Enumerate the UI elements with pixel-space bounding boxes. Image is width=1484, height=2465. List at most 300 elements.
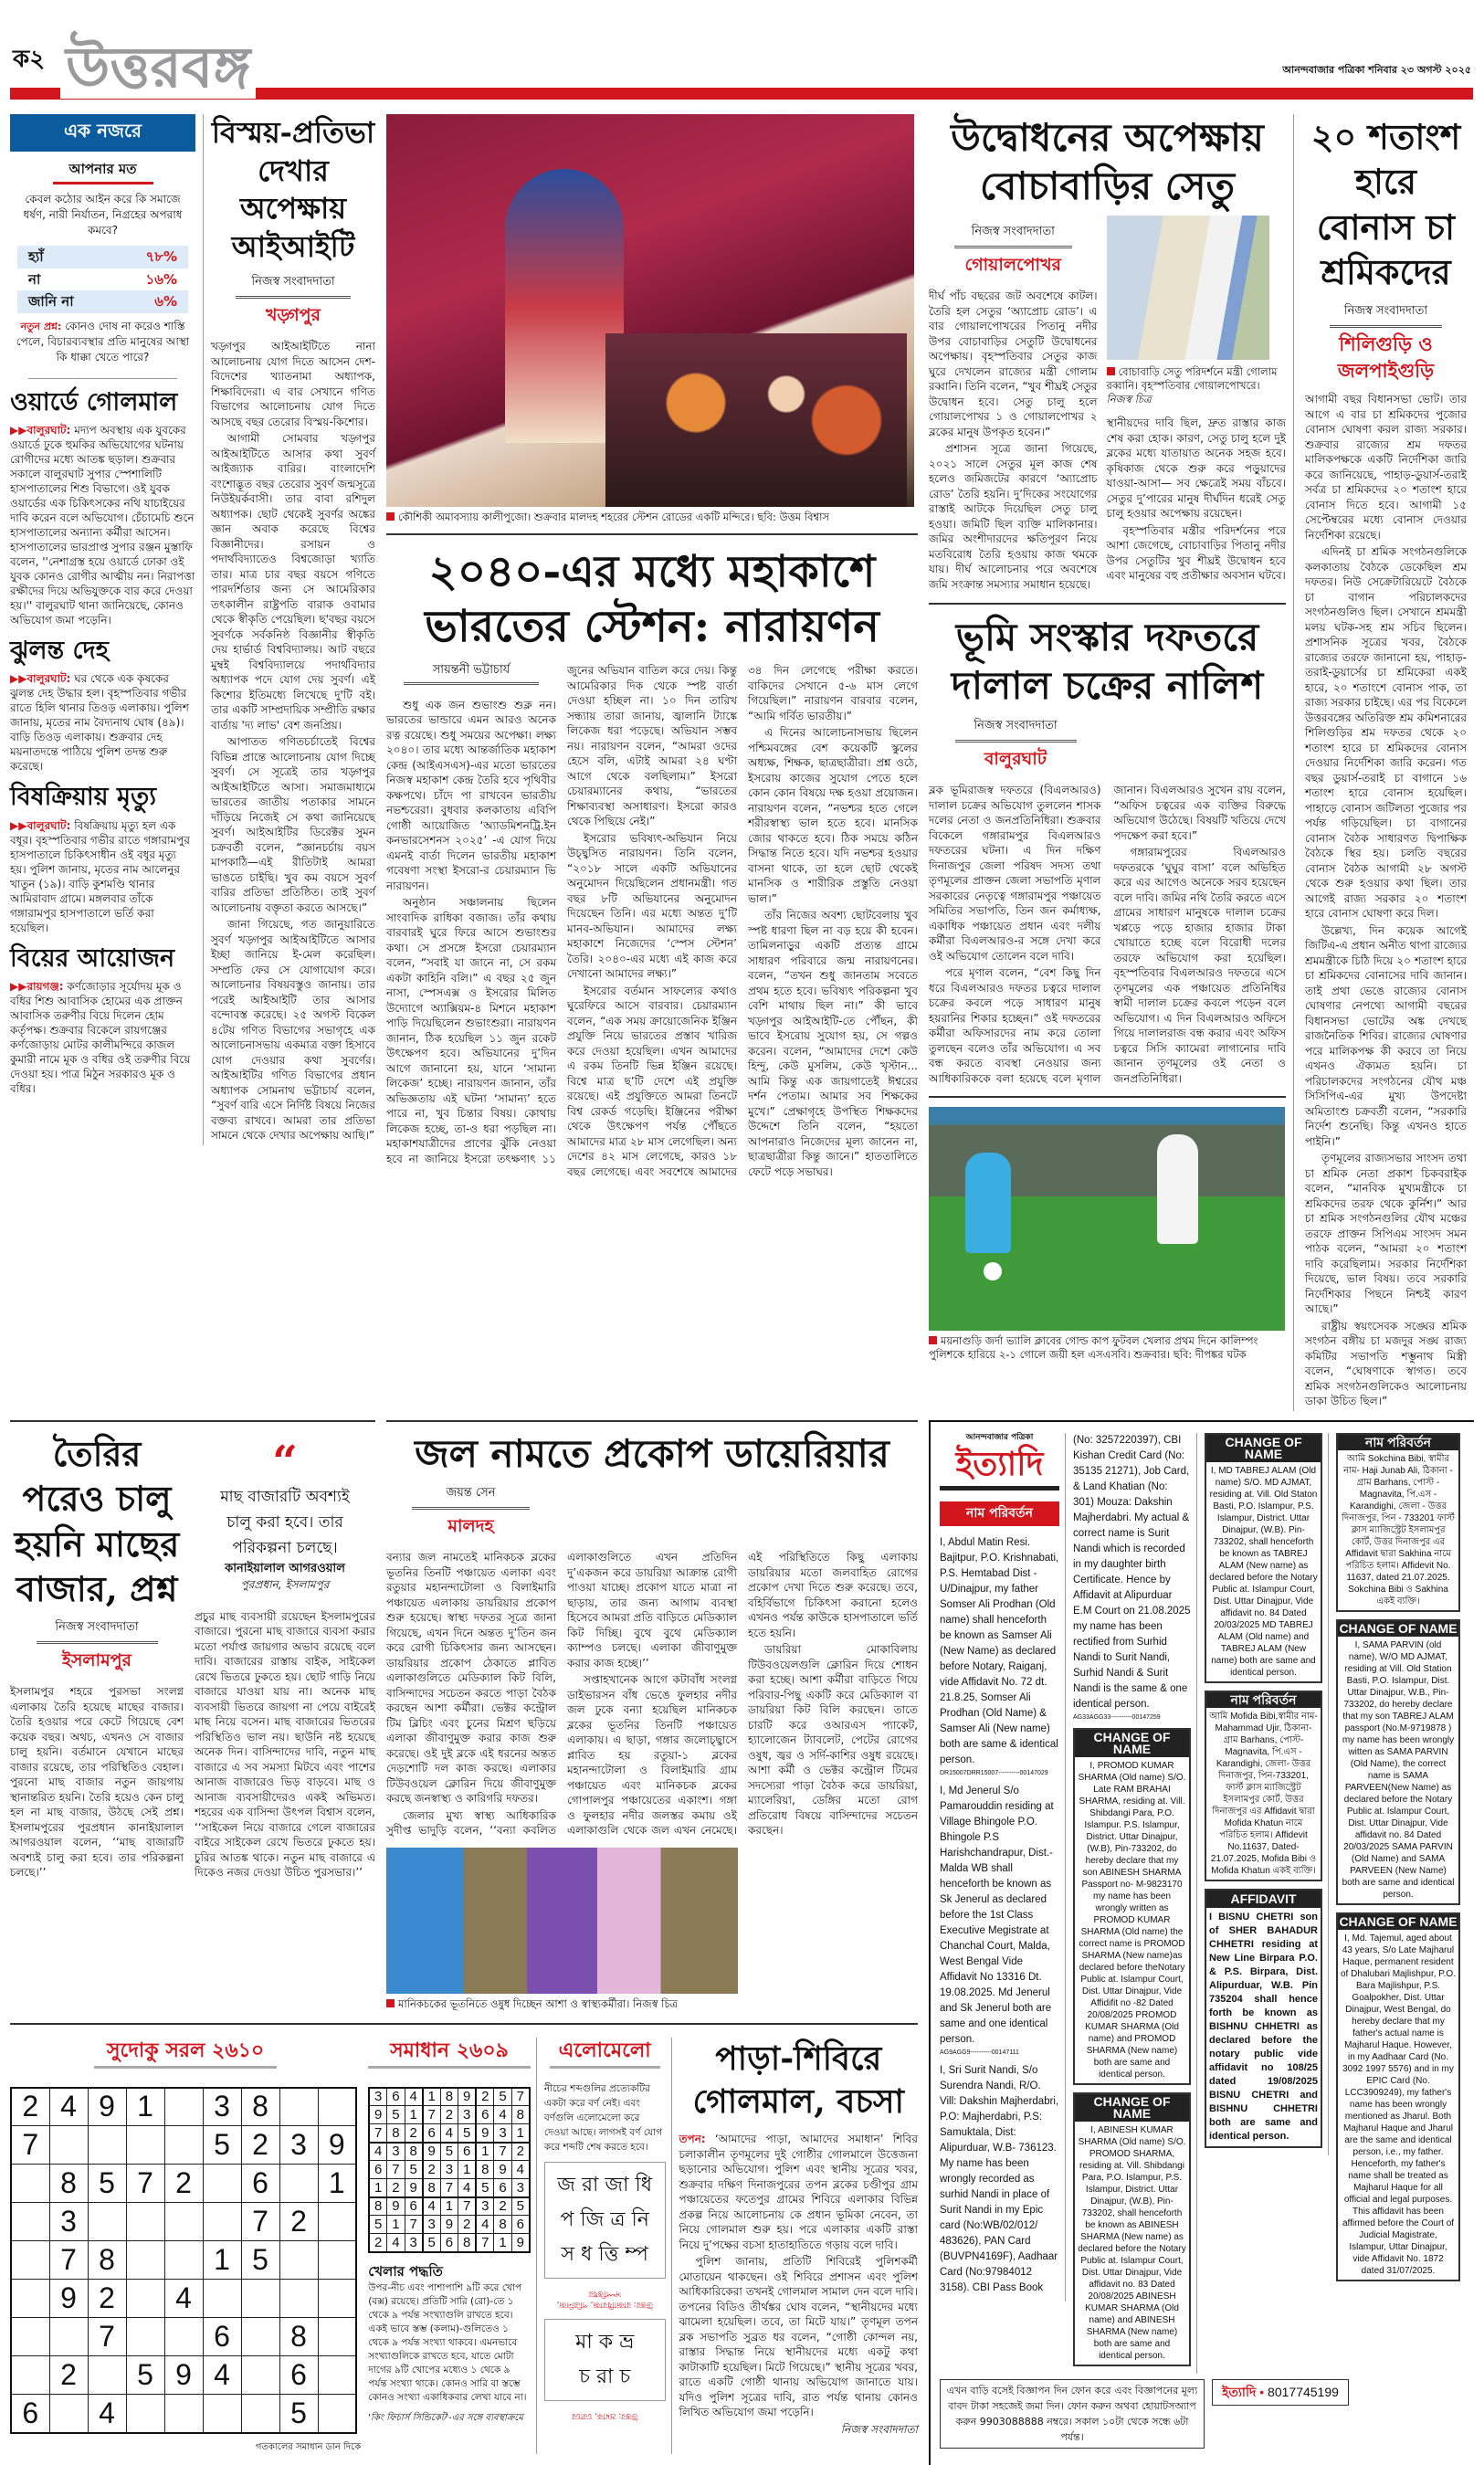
page-header xyxy=(0,0,1484,114)
ityadi-logo: ইত্যাদি xyxy=(940,1444,1059,1491)
headline: জল নামতে প্রকোপ ডায়েরিয়ার xyxy=(415,1430,889,1476)
brief-headline: বিষক্রিয়ায় মৃত্যু xyxy=(10,783,157,812)
classified-box xyxy=(1336,1619,1460,1905)
byline: জয়ন্ত সেন xyxy=(412,1484,531,1510)
sudoku-cell[interactable]: 8 xyxy=(49,2165,88,2203)
sudoku-cell: 5 xyxy=(494,2088,511,2106)
sudoku-cell[interactable]: 8 xyxy=(88,2241,126,2280)
jumble-title: এলোমেলো xyxy=(550,2038,660,2069)
classified-box xyxy=(1073,1728,1191,2085)
sudoku-cell: 3 xyxy=(476,2197,494,2216)
sudoku-cell[interactable] xyxy=(11,2280,49,2318)
option-label: হ্যাঁ xyxy=(28,248,44,265)
sudoku-cell[interactable] xyxy=(11,2241,49,2280)
dateline xyxy=(1282,64,1471,77)
poll-option xyxy=(17,246,188,269)
sudoku-cell[interactable] xyxy=(126,2318,164,2356)
sudoku-cell: 7 xyxy=(511,2088,530,2106)
solution-grid xyxy=(368,2087,531,2253)
sudoku-cell: 4 xyxy=(494,2106,511,2124)
headline: পাড়া-শিবিরে গোলমাল, বচসা xyxy=(692,2038,905,2121)
sudoku-cell[interactable] xyxy=(241,2280,279,2318)
sudoku-cell[interactable] xyxy=(279,2280,318,2318)
minister-photo xyxy=(1107,216,1269,360)
sudoku-cell[interactable]: 7 xyxy=(88,2318,126,2356)
box-title: CHANGE OF NAME xyxy=(1339,1620,1458,1636)
article-body xyxy=(679,2132,918,2420)
byline: সায়ন্তনী ভট্টাচার্য xyxy=(404,663,540,685)
sudoku-cell: 2 xyxy=(494,2197,511,2216)
arrow-icon: ▶▶ xyxy=(10,423,27,437)
sudoku-cell[interactable] xyxy=(241,2395,279,2433)
paragraph: পরে মৃণাল বলেন, “বেশ কিছু দিন ধরে বিএলআরও দফতর চত্বরে দালাল চক্রের কবলে পড়ে সাধারণ মানুষ হয়রানির শিকার হচ্ছেন।” ওই দফতরের কর্মীরা অফিসারদের নাম করে তোলা তুলছেন বলেও তাঁর অভিযোগ। এ সব বন্ধ করতে ব্যবস্থা নেওয়ার জন্য আধিকারিককে বলা হয়েছে বলে মৃণাল জানান। বিএলআরও সুখেন রায় বলেন, “অফিস চত্বরের এক ব্যক্তির বিরুদ্ধে অভিযোগ উঠেছে। বিষয়টি খতিয়ে দেখে পদক্ষেপ করা হবে।” xyxy=(929,784,1286,1085)
sudoku-cell: 6 xyxy=(423,2124,441,2143)
sudoku-cell[interactable] xyxy=(241,2356,279,2395)
brief-place: বালুরঘাট: xyxy=(26,672,71,686)
box-title: নাম পরিবর্তন xyxy=(1206,1692,1321,1708)
option-value: ৬% xyxy=(154,293,177,310)
sudoku-cell[interactable] xyxy=(126,2280,164,2318)
health-camp-photo xyxy=(386,1848,738,1994)
solution-title: সমাধান ২৬০৯ xyxy=(368,2038,531,2069)
sudoku-cell[interactable] xyxy=(318,2395,356,2433)
sudoku-cell: 1 xyxy=(494,2234,511,2252)
classified-box xyxy=(1205,1889,1322,2148)
sudoku-cell[interactable] xyxy=(11,2165,49,2203)
sudoku-cell: 9 xyxy=(458,2088,477,2106)
jumble-puzzle-1 xyxy=(544,2162,666,2279)
classified-ad xyxy=(940,1535,1059,1778)
paragraph: উল্লেখ্য, দিন কয়েক আগেই জিটিএ-এ প্রধান অনীত থাপা রাজ্যের শ্রমমন্ত্রীকে চিঠি দিয়ে ২০ শতাংশ হারে চা শ্রমিকদের বোনাসের দাবি জানান। তাই প্রথা ভেঙে রাজ্যের বোনাস ঘোষণার নেপথ্যে আগামী বছরের বিধানসভা ভোটের অঙ্ক দেখছে রাজনৈতিক শিবির। রাজ্যের ঘোষণার পরে মালিকপক্ষ কী করবে তা নিয়ে এখনও ঐক্যমত হয়নি। চা পরিচালকদের সংগঠনের যৌথ মঞ্চ সিসিপিএ-এর মুখ্য উপদেষ্টা অমিতাংশু চক্রবর্তী বলেন, “সরকারি নির্দেশ শুনেছি। কিন্তু এখনও হাতে পাইনি।” xyxy=(1305,923,1467,1148)
sudoku-cell: 8 xyxy=(458,2234,477,2252)
jumble-puzzle-2 xyxy=(544,2319,666,2401)
poll-tag: এক নজরে xyxy=(10,114,195,152)
sudoku-cell: 3 xyxy=(369,2088,387,2106)
sudoku-cell[interactable] xyxy=(164,2203,203,2241)
quote-role: পুরপ্রধান, ইসলামপুর xyxy=(240,1578,330,1592)
sudoku-cell: 7 xyxy=(494,2143,511,2161)
paragraph: বন্যার জল নামতেই মানিকচক ব্লকের ভূতনির তিনটি পঞ্চায়েত এলাকা এবং রতুয়ার মহানন্দাটোলা ও বিলাইমারি পঞ্চায়েত এলাকায় ডায়রিয়ার প্রকোপ শুরু হয়েছে। স্বাস্থ্য দফতর সূত্রে জানা গিয়েছে, এখন দিনে অন্তত দু’তিন জন করে রোগী চিকিৎসার জন্য আসছেন। ডায়রিয়ার প্রকোপ ঠেকাতে প্লাবিত এলাকাগুলিতে মেডিক্যাল কিট বিলি, বাসিন্দাদের সচেতন করতে পাড়া বৈঠক করছেন আশা কর্মীরা। ভেক্টর কন্ট্রোল টিম ব্লিচিং এবং চুনের মিশ্রণ ছড়িয়ে এলাকা জীবাণুমুক্ত করার কাজ শুরু করেছে। ওই দুই ব্লকে এই ধরনের অন্তত দেড়শোটি দল কাজ করছে। এলাকার টিউবওয়েল ক্লোরিন দিয়ে জীবাণুমুক্ত করছে জনস্বাস্থ্য ও কারিগরি দফতর। xyxy=(386,1551,556,1806)
sudoku-cell: 7 xyxy=(369,2124,387,2143)
sudoku-cell[interactable] xyxy=(126,2126,164,2165)
sudoku-cell: 6 xyxy=(369,2161,387,2179)
sudoku-cell[interactable]: 2 xyxy=(11,2088,49,2126)
masthead: উত্তরবঙ্গ xyxy=(60,37,256,99)
sudoku-cell: 8 xyxy=(387,2124,405,2143)
paragraph: স্থানীয়দের দাবি ছিল, দ্রুত রাস্তার কাজ শেষ করা হোক। কারণ, সেতু চালু হলে দুই ব্লকের মধ্যে যাতায়াত অনেক সহজ হবে। কৃষিকাজ থেকে শুরু করে পড়ুয়াদের যাওয়া-আসা— সব ক্ষেত্রেই সময় বাঁচবে। সেতুর দু’পারের মানুষ দীর্ঘদিন ধরেই সেতু চালু হওয়ার অপেক্ষায় রয়েছেন। xyxy=(1106,416,1286,520)
sudoku-cell[interactable]: 4 xyxy=(49,2088,88,2126)
sudoku-cell: 4 xyxy=(511,2161,530,2179)
byline: নিজস্ব সংবাদদাতা xyxy=(37,1618,158,1644)
option-value: ৭৮% xyxy=(145,248,177,265)
paper-name: আনন্দবাজার পত্রিকা xyxy=(1282,64,1365,76)
headline: ভূমি সংস্কার দফতরে দালাল চক্রের নালিশ xyxy=(951,615,1264,708)
byline: নিজস্ব সংবাদদাতা xyxy=(1330,302,1443,328)
blro-article xyxy=(929,603,1286,1087)
sudoku-cell[interactable]: 3 xyxy=(203,2088,241,2126)
headline: তৈরির পরেও চালু হয়নি মাছের বাজার, প্রশ্ন xyxy=(14,1432,180,1610)
paragraph: অনুষ্ঠান সঞ্চালনায় ছিলেন সাংবাদিক রাধিকা বজাজ। তাঁর কথায় বারবারই ঘুরে ফিরে আসে শুভাংশুর কথা। সে প্রসঙ্গে ইসরো চেয়ারম্যান বলেন, “সবাই যা জানে না, সে রকম একটা কাহিনি বলি।” এ বছর ২৫ জুন নাসা, স্পেসএক্স ও ইসরোর মিলিত উদ্যোগে অ্যাক্সিয়ম-৪ মিশনে মহাকাশ পাড়ি দিয়েছিলেন শুভাংশুরা। নারায়ণন জানান, ঠিক হয়েছিল ১১ জুন রকেট উৎক্ষেপণ হবে। অভিযানের দু’দিন আগে জানানো হয়, যানে ‘সামান্য লিকেজ’ হচ্ছে। নারায়ণন জানান, তাঁর অভিজ্ঞতায় এই ঘটনা ‘সামান্য’ হতে পারে না, খুব চিন্তার বিষয়। কোথায় লিকেজ হচ্ছে, তা-ও ধরা পড়ছিল না। মহাকাশযাত্রীদের প্রাণের ঝুঁকি নেওয়া হবে না জানিয়ে ইসরো তৎক্ষণাৎ ১১ জুনের অভিযান বাতিল করে দেয়। কিন্তু আমেরিকার দিক থেকে স্পষ্ট বার্তা দেওয়া হচ্ছিল না। ১০ দিন তারিখ সন্ধ্যায় তারা জানায়, জ্বালানি ট্যাঙ্কে লিকেজ ধরা পড়েছে। অভিযান সম্ভব নয়। নারায়ণন বলেন, “আমরা ওদের হেসে বলি, এটাই আমরা ২৪ ঘণ্টা আগে থেকে বলছিলাম।” ইসরো চেয়ারম্যানের কথায়, “ভারতের শিক্ষাব্যবস্থা অসাধারণ। ইসরো কারও থেকে পিছিয়ে নেই।” xyxy=(386,664,737,1165)
sudoku-cell[interactable]: 9 xyxy=(164,2356,203,2395)
football-photo xyxy=(929,1107,1285,1331)
brief-place: বালুরঘাট: xyxy=(26,423,71,437)
news-brief xyxy=(10,783,195,934)
quote-mark-icon: “ xyxy=(272,1436,298,1488)
box-title: CHANGE OF NAME xyxy=(1339,1913,1458,1929)
sudoku-cell[interactable]: 6 xyxy=(203,2318,241,2356)
brief-text: বিষক্রিয়ায় মৃত্যু হল এক বধূর। বৃহস্পতিবার গভীর রাতে গঙ্গারামপুর হাসপাতালে চিকিৎসাধীন ওই বধূর মৃত্যু হয়। পুলিশ জানায়, মৃতের নাম আলেনুর খাতুন (১৯)। বাড়ি কুশমণ্ডি থানার আমিরাবাদ গ্রামে। মঙ্গলবার তাঁকে গঙ্গারামপুর হাসপাতালে ভর্তি করা হয়েছিল। xyxy=(10,818,191,934)
paragraph: তাঁর নিজের অবশ্য ছোটবেলায় খুব স্পষ্ট ধারণা ছিল না বড় হয়ে কী হবেন। তামিলনাড়ুর একটি প্রত্যন্ত গ্রামে সাধারণ পরিবারে জন্ম নারায়ণনের। বলেন, “তখন শুধু জানতাম সবেতে প্রথম হতে হবে। ভবিষ্যৎ পরিকল্পনা খুব বেশি মাথায় ছিল না।” কী ভাবে খড়্গপুর আইআইটি-তে পৌঁছন, কী ভাবে ইসরোয় সুযোগ হয়, সে গল্পও করেন। বলেন, “আমাদের দেশে কেউ হিন্দু, কেউ মুসলিম, কেউ খৃস্টান... আমি কিন্তু এক জায়গাতেই ঈশ্বরের দর্শন পেতাম। আমার সব শিক্ষকের মুখে।” প্রেক্ষাগৃহে উপস্থিত শিক্ষকদের উদ্দেশে তিনি বলেন, “হয়তো আপনারাও নিজেদের মূল্য জানেন না, ছাত্রছাত্রীরা কিন্তু জানে।” হাততালিতে ফেটে পড়ে সভাঘর। xyxy=(748,909,918,1178)
jumble-row: চ রা চ xyxy=(579,2365,631,2388)
sudoku-cell: 5 xyxy=(405,2161,423,2179)
sudoku-cell[interactable]: 9 xyxy=(88,2088,126,2126)
sudoku-cell[interactable] xyxy=(279,2088,318,2126)
brief-text: কর্ণজোড়ার সূর্যোদয় মূক ও বধির শিশু আবাসিক হোমের এক প্রাক্তন আবাসিক তরুণীর বিয়ে দিলেন হোম কর্তৃপক্ষ। শুক্রবার বিকেলে রায়গঞ্জের কর্ণজোড়ায় মোটর কালীমন্দিরে কাজল কুমারী নামে মূক ও বধির ওই তরুণীর বিয়ে দেওয়া হয়। পাত্র মিঠুন সরকারও মূক ও বধির। xyxy=(10,980,191,1096)
box-title: CHANGE OF NAME xyxy=(1075,1730,1189,1757)
sudoku-cell[interactable]: 7 xyxy=(241,2203,279,2241)
sudoku-cell[interactable]: 7 xyxy=(126,2165,164,2203)
sudoku-cell[interactable] xyxy=(318,2318,356,2356)
paragraph: ইসরোর বর্তমান সাফল্যের কথাও ঘুরেফিরে আসে বারবার। চেয়ারম্যান বলেন, “এক সময় ক্রায়োজেনিক ইঞ্জিন প্রযুক্তি নিয়ে ভারতের প্রস্তাব খারিজ করে দেওয়া হয়েছিল। এখন আমাদের এ রকম তিনটি ভিন্ন ইঞ্জিন রয়েছে। বিশ্বে মাত্র ছ’টি দেশে এই প্রযুক্তি রয়েছে। এই প্রযুক্তিতে আমরা তিনটে বিশ্ব রেকর্ড গড়েছি। ইঞ্জিনের পরীক্ষা থেকে উৎক্ষেপণ পর্যন্ত পৌঁছতে আমাদের মাত্র ২৮ মাস লেগেছিল। অন্য দেশের ৪২ মাস লেগেছে, কারও ১৮ বছর লেগেছে। এবং সবশেষে আমাদের ৩৪ দিন লেগেছে পরীক্ষা করতে। বাকিদের সেখানে ৫-৬ মাস লেগে গিয়েছিল।” নারায়ণন বারবার বলেন, “আমি গর্বিত ভারতীয়।” xyxy=(567,664,918,1178)
sudoku-cell[interactable] xyxy=(164,2318,203,2356)
sudoku-cell: 6 xyxy=(511,2216,530,2234)
sudoku-cell: 7 xyxy=(387,2161,405,2179)
sudoku-cell[interactable]: 2 xyxy=(88,2280,126,2318)
brief-headline: ঝুলন্ত দেহ xyxy=(10,636,109,665)
classifieds xyxy=(929,1420,1474,2465)
phone-number: 8017745199 xyxy=(1268,2384,1339,2399)
dateline-place: মালদহ xyxy=(447,1516,494,1537)
sudoku-cell: 2 xyxy=(423,2161,441,2179)
sudoku-cell[interactable] xyxy=(241,2318,279,2356)
sudoku-cell[interactable] xyxy=(279,2241,318,2280)
paragraph: ডায়রিয়া মোকাবিলায় টিউবওয়েলগুলি ক্লোরিন দিয়ে শোধন করা হচ্ছে। আশা কর্মীরা বাড়িতে গিয়ে পরিবার-পিছু একটি করে মেডিক্যাল বা ডায়রিয়া কিট বিলি করছেন। তাতে চারটি করে ওআরএস প্যাকেট, হ্যালোজেন ট্যাবলেট, পেটের রোগের ওষুধ, জ্বর ও সর্দি-কাশির ওষুধ রয়েছে। আশা কর্মী ও ভেক্টর কন্ট্রোল টিমের সদস্যেরা পাড়া বৈঠক করে ডায়রিয়া, ম্যালেরিয়া, ডেঙ্গির মতো রোগ প্রতিরোধ বিষয়ে বাসিন্দাদের সচেতন করছেন। xyxy=(748,1643,918,1838)
poll-option xyxy=(17,269,188,291)
sudoku-cell: 1 xyxy=(440,2197,458,2216)
jumble-answer-1: উত্তর: রাজাধিরাজ, পত্রিনিজ, সম্পত্তিধর xyxy=(556,2288,653,2309)
jumble-row: প জি ত্র নি xyxy=(560,2207,649,2231)
sudoku-rules xyxy=(368,2262,531,2405)
sudoku-cell: 3 xyxy=(511,2179,530,2197)
new-question-text: কোনও দোষ না করেও শাস্তি পেলে, বিচারব্যবস্থার প্রতি মানুষের আস্থা কি ধাক্কা খেতে পারে? xyxy=(16,319,190,363)
classified-ad: (No: 3257220397), CBI Kishan Credit Card (No: 35135 21271), Job Card, & Land Khatian (No: 301) Mouza: Dakshin Majherdabri. My actual & correct name is Surit Nandi which is recorded in my daughter birth Certificate. Hence by Affidavit at Alipurduar E.M Court on 21.08.2025 my name has been rectified from Surhid Nandi to Surit Nandi, Surhid Nandi & Surit Nandi is the same & one identical person. xyxy=(1073,1434,1191,1710)
sudoku-cell[interactable] xyxy=(88,2356,126,2395)
kali-photo-caption: কৌশিকী অমাবস্যায় কালীপুজো। শুক্রবার মালদহ শহরের স্টেশন রোডের একটি মন্দিরে। ছবি: উত্তম বিশ্বাস xyxy=(386,511,918,524)
sudoku-cell: 7 xyxy=(405,2216,423,2234)
brief-headline: ওয়ার্ডে গোলমাল xyxy=(10,387,178,416)
sudoku-cell[interactable] xyxy=(318,2088,356,2126)
sudoku-cell[interactable] xyxy=(126,2203,164,2241)
sudoku-cell: 8 xyxy=(369,2197,387,2216)
date: শনিবার ২৩ অগস্ট ২০২৫ xyxy=(1368,64,1471,76)
news-brief xyxy=(10,637,195,774)
brief-place: বালুরঘাট: xyxy=(26,818,71,832)
sudoku-cell: 5 xyxy=(369,2216,387,2234)
sudoku-cell: 8 xyxy=(440,2088,458,2106)
sudoku-cell: 7 xyxy=(423,2106,441,2124)
new-question-label: নতুন প্রশ্ন: xyxy=(20,320,62,332)
sudoku-cell[interactable]: 1 xyxy=(203,2241,241,2280)
sudoku-cell[interactable]: 1 xyxy=(126,2088,164,2126)
paragraph: তৃণমূলের রাজ্যসভার সাংসদ তথা চা শ্রমিক নেতা প্রকাশ চিকবরাইক বলেন, “মানবিক মুখ্যমন্ত্রীকে চা শ্রমিকদের তরফ থেকে কুর্নিশ।” আর চা শ্রমিক সংগঠনগুলির যৌথ মঞ্চের তরফে প্রাক্তন সিপিএম সাংসদ সমন পাঠক বলেন, “আমরা ২০ শতাংশ দাবি করেছিলাম। সরকার নির্দেশিকা দিয়েছে, ভাল বিষয়। তবে সরকারি নির্দেশিকার পিছনে নিশ্চই কারণ আছে।” xyxy=(1305,1152,1467,1316)
sudoku-cell[interactable] xyxy=(49,2395,88,2433)
paragraph: এদিনই চা শ্রমিক সংগঠনগুলিকে কলকাতায় বৈঠকে ডেকেছিল শ্রম দফতর। নিউ সেক্রেটারিয়েটে বৈঠকে চা বাগান পরিচালকদের সংগঠনগুলিও ছিল। সেখানে শ্রমমন্ত্রী মলয় ঘটক-সহ শ্রম সচিব ছিলেন। প্রশাসনিক সূত্রের খবর, বৈঠকে রাজ্যের তরফে জানানো হয়, পাহাড়-তরাই-ডুয়ার্সের চা শ্রমিকেরা একই হারে, ২০ শতাংশে বোনাস পাক, তা রাজ্য সরকার চাইছে। এর পর বিকেলে উত্তরবঙ্গের অতিরিক্ত শ্রম কমিশনারের শিলিগুড়ির শ্রম দফতর থেকে ২০ শতাংশ হারে চা শ্রমিকদের বোনাস দেওয়ার নির্দেশিকা জারি করেন। গত বছর ডুয়ার্স-তরাই চা বাগানে ১৬ শতাংশ হারে বোনাস হয়েছিল। পাহাড়ে বোনাস জটিলতা পুজোর পর পর্যন্ত গড়িয়েছিল। চা বাগানের বোনাস বৈঠক সাধারণত দ্বিপাক্ষিক বৈঠকে স্থির হয়। চলতি বছরের বোনাস বৈঠক আগামী ২৮ অগস্ট থেকে শুরু হওয়ার কথা ছিল। তার আগেই রাজ্য সরকার ২০ শতাংশ হারে বোনাস ঘোষণা করে দিল। xyxy=(1305,545,1467,921)
isro-article xyxy=(386,533,918,1179)
sudoku-cell[interactable] xyxy=(11,2203,49,2241)
sudoku-cell[interactable] xyxy=(203,2165,241,2203)
page-number: ক২ xyxy=(13,46,46,73)
box-text: I, SAMA PARVIN (old name), W/O MD AJMAT, residing at Vill. Old Station Basti, P.O. Islampur, Dist. Uttar Dinajpur, W.B., Pin-733202, do hereby declare that my son TABREJ ALAM passport (No.M-9719878 ) my name has been wrongly witten as SAMA PARVIN (Old Name), the correct name is SAMA PARVEEN(New Name) as declared before the Notary Public at. Islampur Court, Dist. Uttar Dinajpur, Vide affidavit no. 84 Dated 20/03/2025 SAMA PARVIN (Old Name) and SAMA PARVEEN (New Name) both are same and identical person. xyxy=(1342,1639,1455,1900)
option-value: ১৬% xyxy=(145,270,177,288)
box-text: I, MD TABREJ ALAM (Old name) S/O. MD AJMAT, residing at. Vill. Old Staton Basti, P.O. Islampur, P.S. Islampur, District. Uttar Dinajpur, (W.B). Pin-733202, shall henceforth be known as TABREJ ALAM (New name) as declared before the Notary Public at. Islampur Court, Dist. Uttar Dinajpur, Vide affidavit no. 84 Dated 20/03/2025 MD TABREJ ALAM (Old name) and TABREJ ALAM (New name) both are same and identical person. xyxy=(1209,1465,1318,1678)
sudoku-cell: 1 xyxy=(476,2143,494,2161)
rules-text: উপর-নীচ এবং পাশাপাশি ৯টি করে খোপ (বক্স) রয়েছে। প্রতিটি সারি (রো)-তে ১ থেকে ৯ পর্যন্ত সংখ্যাগুলি রাখতে হবে। একই ভাবে স্তম্ভ (কলাম)-গুলিতেও ১ থেকে ৯ পর্যন্ত সংখ্যা থাকবে। এমনভাবে সংখ্যাগুলিকে রাখতে হবে, যাতে মোটা দাগের ৯টি খোপের মধ্যেও ১ থেকে ৯ পর্যন্ত সংখ্যা থাকে। কোনও সারি বা স্তম্ভে কোনও সংখ্যা একাধিকবার লেখা যাবে না। xyxy=(368,2281,527,2403)
sudoku-title: সুদোকু সরল ২৬১০ xyxy=(94,2038,277,2069)
ad-text: I, Abdul Matin Resi. Bajitpur, P.O. Krishnabati, P.S. Hemtabad Dist - U/Dinajpur, my father Somser Ali Prodhan (Old name) shall henceforth be known as Samser Ali (New Name) as declared before Notary, Raiganj, vide Affidavit No. 72 dt. 21.8.25, Somser Ali Prodhan (Old Name) & Samser Ali (New name) both are same & identical person. xyxy=(940,1536,1059,1765)
sudoku-cell: 6 xyxy=(405,2197,423,2216)
sudoku-cell[interactable] xyxy=(164,2088,203,2126)
sudoku-cell: 5 xyxy=(423,2234,441,2252)
sudoku-cell[interactable]: 9 xyxy=(49,2280,88,2318)
ityadi-logo-small: ইত্যাদি xyxy=(1222,2384,1257,2399)
article-body xyxy=(929,783,1286,1087)
sudoku-cell: 8 xyxy=(405,2143,423,2161)
sudoku-cell: 4 xyxy=(423,2197,441,2216)
classified-box xyxy=(1336,1912,1460,2281)
sudoku-cell: 4 xyxy=(369,2143,387,2161)
ad-code: AG9AGG9----------00147111 xyxy=(940,2049,1019,2056)
sudoku-cell[interactable]: 7 xyxy=(11,2126,49,2165)
dateline-place: খড়্গপুর xyxy=(266,305,321,326)
sudoku-cell: 9 xyxy=(423,2143,441,2161)
poll-options xyxy=(17,246,188,313)
sudoku-cell: 9 xyxy=(476,2124,494,2143)
paragraph: এ দিনের আলোচনাসভায় ছিলেন পশ্চিমবঙ্গের বেশ কয়েকটি স্কুলের অধ্যক্ষ, শিক্ষক, ছাত্রছাত্রীরা। প্রশ্ন ওঠে, ইসরোয় কাজের সুযোগ পেতে হলে কোন কোন বিষয়ে দক্ষ হওয়া প্রয়োজন। নারায়ণন বলেন, “নভশ্চর হতে গেলে শরীরস্বাস্থ্য ভাল হতে হবে। মানসিক জোর থাকতে হবে। ঠিক সময়ে কঠিন সিদ্ধান্ত নিতে হবে। যদি নভশ্চর হওয়ার বাসনা থাকে, তা হলে ছোট থেকেই মানসিক ও শারীরিক প্রস্তুতি নেওয়া ভাল।” xyxy=(748,726,918,905)
paragraph: ইসলামপুর শহরে পুরসভা সংলগ্ন এলাকায় তৈরি হয়েছে মাছের বাজার। তৈরি হওয়ার পরে কেটে গিয়েছে বেশ কয়েক বছর। অথচ, এখনও সে বাজার চালু হয়নি। বর্তমানে যেখানে মাছের বাজার রয়েছে, তার পরিস্থিতিও বেহাল। পুরনো মাছ বাজার নতুন জায়গায় স্থানান্তরিত হয়নি। তৈরি হয়েও কেন চালু হল না মাছ বাজার, উঠছে সেই প্রশ্ন। ইসলামপুরের পুরপ্রধান কানাইয়ালাল আগরওয়াল বলেন, ‘‘মাছ বাজারটি অবশ্যই চালু করা হবে। তার পরিকল্পনা চলছে।’’ xyxy=(10,1685,184,1880)
sudoku-cell[interactable]: 2 xyxy=(241,2126,279,2165)
sudoku-cell[interactable]: 3 xyxy=(49,2203,88,2241)
pull-quote: মাছ বাজারটি অবশ্যই চালু করা হবে। তার পরিকল্পনা চলছে। xyxy=(220,1487,350,1557)
puzzles-row xyxy=(10,2023,918,2463)
sudoku-cell: 5 xyxy=(511,2197,530,2216)
classified-ad xyxy=(940,1784,1059,2058)
box-title: CHANGE OF NAME xyxy=(1206,1435,1321,1462)
jumble-row: স ধ ত্তি ম্প xyxy=(561,2242,648,2266)
classified-ad xyxy=(940,2063,1059,2296)
sudoku-cell: 1 xyxy=(458,2161,477,2179)
ad-text: I, Sri Surit Nandi, S/o Surendra Nandi, R/O. Vill: Dakshin Majherdabri, P.O: Majherdabri, P.S: Samuktala, Dist: Alipurduar, W.B- 736123. My name has been wrongly recorded as surhid Nandi in place of Surit Nandi in my Epic card (No:WB/02/012/ 483626), PAN Card (BUVPN4169F), Aadhaar Card (No:97984012 3158). CBI Pass Book xyxy=(940,2064,1059,2293)
diarrhoea-article xyxy=(386,1420,918,2021)
paragraph: ‘আমাদের পাড়া, আমাদের সমাধান’ শিবির চলাকালীন তৃণমূলের দুই গোষ্ঠীর গোলমালে উত্তেজনা ছড়ানোর অভিযোগ। পুলিশ এবং স্থানীয় সূত্রের খবর, শুক্রবার দক্ষিণ দিনাজপুরের তপন ব্লকের চণ্ডীপুর গ্রাম পঞ্চায়েতের ফতেপুর গ্রামের শিবিরে এলাকার বিভিন্ন প্রকল্প নিয়ে আলোচনায় কে প্রধান ভূমিকা নেবেন, তা নিয়ে গোলমাল শুরু হয়। পরে এলাকার একটি রাস্তা নিয়ে দু’পক্ষের বচসা হাতাহাতিতে গড়ায় বলে দাবি। xyxy=(679,2133,918,2251)
brief-headline: বিয়ের আয়োজন xyxy=(10,943,175,973)
sudoku-cell[interactable]: 2 xyxy=(164,2165,203,2203)
bridge-article xyxy=(929,114,1286,594)
sudoku-cell[interactable]: 7 xyxy=(49,2241,88,2280)
news-brief xyxy=(10,944,195,1096)
paragraph: জেলার মুখ্য স্বাস্থ্য আধিকারিক সুদীপ্ত ভাদুড়ি বলেন, ‘‘বন্যা কবলিত এলাকাগুলিতে এখন প্রতিদিন দু’একজন করে ডায়রিয়া আক্রান্ত রোগী পাওয়া যাচ্ছে। প্রকোপ যাতে মাত্রা না ছাড়ায়, তার জন্য আগাম ব্যবস্থা হিসেবে আমরা প্রতি বাড়িতে মেডিক্যাল কিট দিচ্ছি। বুথে বুথে মেডিক্যাল ক্যাম্পও চলছে। এলাকা জীবাণুমুক্ত করার কাজ হচ্ছে।’’ xyxy=(386,1551,737,1838)
sudoku-cell: 5 xyxy=(387,2106,405,2124)
sudoku-cell[interactable]: 6 xyxy=(11,2395,49,2433)
sudoku-cell[interactable]: 5 xyxy=(203,2126,241,2165)
sudoku-cell: 3 xyxy=(440,2161,458,2179)
jumble xyxy=(544,2038,672,2454)
sudoku-cell[interactable] xyxy=(318,2203,356,2241)
dateline-place: বালুরঘাট xyxy=(984,749,1047,769)
paragraph: আপাতত গণিতচর্চাতেই বিশ্বের বিভিন্ন প্রান্তে আলোচনায় যোগ দিচ্ছে সুবর্ণ। সে সূত্রেই তার খড়্গপুর আইআইটিতে আসা। সমাজমাধ্যমে ভারতের জাতীয় পতাকার সামনে দাঁড়িয়ে নিজেই সে কথা জানিয়েছে সুবর্ণ। আইআইটির ডিরেক্টর সুমন চক্রবর্তী বলেন, “জ্ঞানচর্চায় বয়স মাপকাঠি—এই রীতিটাই আমরা ভাঙতে চাইছি। খুব কম বয়সে সুবর্ণ বারির প্রতিভা প্রতিষ্ঠিত। তাই সুবর্ণ আলোচনায় বক্তৃতা করতে আসছে।” xyxy=(211,735,375,914)
sudoku-cell[interactable] xyxy=(49,2126,88,2165)
sudoku-cell[interactable]: 5 xyxy=(88,2165,126,2203)
box-text: I, PROMOD KUMAR SHARMA (Old name) S/O. Late RAM BRAHAI SHARMA, residing at. Vill. Shibdangi Para, P.O. Islampur. P.S. Islampur, District. Uttar Dinajpur, (W.B), Pin-733202, do hereby declare that my son ABINESH SHARMA Passport no- M-9823170 my name has been wrongly written as PROMOD KUMAR SHARMA (Old name) the correct name is PROMOD SHARMA (New name)as declared before theNotary Public at. Islampur Court, Dist. Uttar Dinajpur, Vide Affidifit no -82 Dated 20/08/2025 PROMOD KUMAR SHARMA (Old name) and PROMOD SHARMA (New name) both are same and identical person. xyxy=(1078,1760,1186,2080)
paragraph: শুধু এক জন শুভাংশু শুক্ল নন। ভারতের ভান্ডারে এমন আরও অনেক রত্ন রয়েছে। শুধু সময়ের অপেক্ষা। লক্ষ্য ২০৪০। তার মধ্যে আন্তর্জাতিক মহাকাশ কেন্দ্র (আইএসএস)-এর মতো ভারতের নিজস্ব মহাকাশ কেন্দ্র তৈরি হবে পৃথিবীর কক্ষপথে। চাঁদে পা রাখবেন ভারতীয় নভশ্চরেরা। বুধবার কলকাতায় এবিপি গোষ্ঠী আয়োজিত ‘অ্যাডমিশনট্রি.ইন কনভারসেশনস ২০২৫’ -এ যোগ দিয়ে এমনই বার্তা দিলেন ভারতীয় মহাকাশ গবেষণা সংস্থা ইসরো-র চেয়ারম্যান ভি নারায়ণন। xyxy=(386,698,556,892)
article-body xyxy=(386,663,918,1179)
ad-text: I, Md Jenerul S/o Pamarouddin residing at Village Bhingole P.O. Bhingole P.S Harishchandrapur, Dist.-Malda WB shall henceforth be known as Sk Jenerul as declared before the 1st Class Executive Megistrate at Chanchal Court, Malda, West Bengal Vide Affidavit No 13316 Dt. 19.08.2025. Md Jenerul and Sk Jenerul both are same and one identical person. xyxy=(940,1785,1054,2045)
box-text: I, Md. Tajemul, aged about 43 years, S/o Late Majharul Haque, permanent resident of Dhalubari Majlishpur, P.O. Bara Majlishpur, P.S. Goalpokher, Dist. Uttar Dinajpur, West Bengal, do hereby declare that my father's actual name is Majharul Haque. However, in my Aadhaar Card (No. 3092 1997 5576) and in my EPIC Card (No. LCC3909249), my father's name has been wrongly mentioned as Jharul. Both Majharul Haque and Jharul are the same and identical person, i.e., my father. Henceforth, my father's name shall be treated as Majharul Haque for all official and legal purposes. This affidavit has been affirmed before the Court of Judicial Magistrate, Islampur, Uttar Dinajpur, vide Affidavit No. 1872 dated 31/07/2025. xyxy=(1341,1933,1456,2276)
jumble-row: জ রা জা ধি xyxy=(557,2173,653,2196)
sudoku-cell[interactable] xyxy=(49,2318,88,2356)
sudoku-cell[interactable] xyxy=(88,2203,126,2241)
paragraph: আগামী সোমবার খড়্গপুর আইআইটিতে আসার কথা সুবর্ণ আইজ্যাক বারির। বাংলাদেশি বংশোদ্ভূত বছর তেরোর সুবর্ণ জন্মসূত্রে নিউইয়র্কবাসী। তার বাবা রশিদুল অধ্যাপক। ছোট থেকেই সুবর্ণর অঙ্কের জ্ঞান অবাক করেছে বিশ্বের বিজ্ঞানীদের। রসায়ন ও পদার্থবিদ্যাতেও বিশ্বজোড়া খ্যাতি তার। মাত্র চার বছর বয়সে গণিতে পারদর্শিতার জন্য সে আমেরিকার তৎকালীন রাষ্ট্রপতি বারাক ওবামার থেকে স্বীকৃতি পেয়েছিল। ছ'বছর বয়সে সুবর্ণকে সর্বকনিষ্ঠ বিজ্ঞানীর স্বীকৃতি দেয় হার্ভার্ড বিশ্ববিদ্যালয়। আট বছরে মুম্বই বিশ্ববিদ্যালয়ে পদার্থবিদ্যার অধ্যাপক পদে যোগ দেয় সুবর্ণ। এই কিশোর ইতিমধ্যে লিখেছে দু'টি বই। তার একটি সাম্প্রদায়িক সম্প্রীতি রক্ষার বার্তায় 'দ্য লাভ' বেশ জনপ্রিয়। xyxy=(211,432,375,732)
paragraph: পুলিশ জানায়, প্রতিটি শিবিরেই পুলিশকর্মী মোতায়েন থাকছেন। ওই শিবিরে প্রশাসন এবং পুলিশ আধিকারিকেরা তখনই গোলমাল সামাল দেন বলে দাবি। তপনের বিডিও তীর্থঙ্কর ঘোষ বলেন, “স্থানীয়দের মধ্যে ঝামেলা হয়েছিল। তবে, তা মিটে যায়।” তৃণমূল তপন ব্লক সভাপতি সুব্রত ধর বলেন, “গোষ্ঠী কোন্দল নয়, রাস্তার সিদ্ধান্ত নিয়ে স্থানীয়দের মধ্যে একটু কথা কাটাকাটি হয়েছিল। মিটে গিয়েছে।” স্থানীয় সূত্রের খবর, রাতে একটি গোষ্ঠী থানায় অভিযোগ জানাতে যায়। যদিও পুলিশ সূত্রের দাবি, রাত পর্যন্ত থানায় কোনও লিখিত অভিযোগ জমা পড়েনি। xyxy=(679,2255,918,2419)
box-text: আমি Mofida Bibi,স্বামীর নাম- Mahammad Ujir, ঠিকানা-গ্রাম Barhans, পোস্ট- Magnavita, পি.এস -Karandighi, জেলা- উত্তর দিনাজপুর, পিন-733201, ফার্স্ট ক্লাস ম্যাজিস্ট্রেট ইসলামপুর কোর্ট, উত্তর দিনাজপুর এর Affidavit দ্বারা Mofida Khatun নামে পরিচিত হলাম। Affidevit No.11637, Dated-21.07.2025, Mofida Bibi ও Mofida Khatun একই ব্যক্তি। xyxy=(1209,1711,1318,1876)
sudoku-cell[interactable]: 6 xyxy=(241,2165,279,2203)
byline: নিজস্ব সংবাদদাতা xyxy=(840,2422,918,2436)
sudoku-cell: 9 xyxy=(405,2179,423,2197)
sudoku-cell: 1 xyxy=(423,2088,441,2106)
sudoku-cell: 2 xyxy=(387,2179,405,2197)
brief-place: রায়গঞ্জ: xyxy=(26,980,64,994)
paragraph: প্রশাসন সূত্রে জানা গিয়েছে, ২০২১ সালে সেতুর মূল কাজ শেষ হলেও জমিজটের কারণে ‘অ্যাপ্রোচ রোড’ তৈরি হয়নি। দু’দিকের সংযোগের রাস্তাই আটকে দিয়েছিল সেতু চালু হওয়া। জমিটি ছিল ব্যক্তি মালিকানার। জমির অংশীদারদের ক্ষতিপূরণ নিয়ে মতবিরোধ তৈরি হওয়ায় কাজ থমকে যায়। দীর্ঘ আলোচনার পরে অবশেষে জমি সংক্রান্ত সমস্যার সমাধান হয়েছে। xyxy=(929,442,1098,591)
sudoku-cell: 8 xyxy=(511,2106,530,2124)
paragraph: খড়্গপুর আইআইটিতে নানা আলোচনায় যোগ দিতে আসেন দেশ-বিদেশের খ্যাতনামা অধ্যাপক, শিক্ষাবিদেরা। এ বার সেখানে গণিত বিভাগের আলোচনায় যোগ দিতে আসছে বছর তেরোর বিস্ময়-কিশোর। xyxy=(211,340,375,428)
sudoku-cell: 9 xyxy=(369,2106,387,2124)
sudoku-grid[interactable] xyxy=(10,2087,357,2434)
phone-ad-text: এখন বাড়ি বসেই বিজ্ঞাপন দিন ফোন করে এবং বিজ্ঞাপনের মূল্য বাবদ টাকা সহজেই জমা দিন। ফোন করুন অথবা হোয়াটসঅ্যাপ করুন 9903088888 নম্বরে। সকাল ১০টা থেকে সন্ধে ৬টা পর্যন্ত। xyxy=(946,2384,1198,2443)
dateline-place: গোয়ালপোখর xyxy=(964,255,1062,275)
sudoku-cell[interactable]: 6 xyxy=(279,2356,318,2395)
paragraph: ইসরোর ভবিষ্যৎ-অভিযান নিয়ে উচ্ছ্বসিত নারায়ণন। তিনি বলেন, “২০১৮ সালে একটি অভিযানের অনুমোদন দিয়েছিলেন প্রধানমন্ত্রী। গত বছর ৮টি অভিযানের অনুমোদন দিয়েছেন তিনি। এর মধ্যে অন্তত দু’টি মানব-অভিযান। আমাদের লক্ষ্য মহাকাশে নিজেদের ‘স্পেস স্টেশন’ তৈরি। ২০৪০-এর মধ্যে এই কাজ করে দেখানো আমাদের লক্ষ্য।” xyxy=(567,831,737,980)
dateline-place: শিলিগুড়ি ও জলপাইগুড়ি xyxy=(1337,332,1435,382)
byline: নিজস্ব সংবাদদাতা xyxy=(954,223,1072,248)
sudoku-cell[interactable]: 2 xyxy=(279,2203,318,2241)
jumble-answer-2: উত্তর: ভ্রমাক, চরাচর xyxy=(571,2410,638,2420)
option-label: না xyxy=(28,270,41,288)
sudoku-cell: 3 xyxy=(423,2216,441,2234)
sudoku-cell: 6 xyxy=(458,2143,477,2161)
sudoku-cell: 1 xyxy=(511,2124,530,2143)
sudoku-cell[interactable]: 2 xyxy=(49,2356,88,2395)
sudoku-cell[interactable]: 3 xyxy=(279,2126,318,2165)
football-caption: ময়নাগুড়ি জর্দা ভ্যালি ক্লাবের গোল্ড কাপ ফুটবল খেলার প্রথম দিনে কালিম্পং পুলিশকে হারিয়ে ২-১ গোলে জয়ী হল এসএসবি। শুক্রবার। ছবি: দীপঙ্কর ঘটক xyxy=(929,1334,1286,1362)
sudoku-cell[interactable]: 5 xyxy=(126,2356,164,2395)
headline: ২০ শতাংশ হারে বোনাস চা শ্রমিকদের xyxy=(1310,116,1461,293)
sudoku-cell[interactable] xyxy=(318,2241,356,2280)
headline: উদ্বোধনের অপেক্ষায় বোচাবাড়ির সেতু xyxy=(951,115,1264,208)
jumble-instructions: নীচের শব্দগুলির প্রত্যেকটির একটা করে বর্ণ নেই। এবং বর্ণগুলি এলোমেলো করে দেওয়া আছে। লাগসই বর্ণ যোগ করে শব্দটি শেষ করতে হবে। xyxy=(543,2082,663,2153)
sudoku-cell[interactable] xyxy=(164,2241,203,2280)
sudoku-cell: 4 xyxy=(405,2088,423,2106)
sudoku-cell[interactable]: 5 xyxy=(241,2241,279,2280)
byline: নিজস্ব সংবাদদাতা xyxy=(955,717,1077,743)
box-title: নাম পরিবর্তন xyxy=(1338,1435,1458,1450)
sudoku-cell: 1 xyxy=(369,2179,387,2197)
tea-bonus-article xyxy=(1305,114,1467,1411)
paragraph: ব্লক ভূমিরাজস্ব দফতরে (বিএলআরও) দালাল চক্রের অভিযোগ তুললেন শাসক দলের নেতা ও জনপ্রতিনিধিরা। শুক্রবার বিকেলে গঙ্গারামপুর বিএলআরও দফতরের ঘটনা। এ দিন দক্ষিণ দিনাজপুর জেলা পরিষদ সদস্য তথা তৃণমূলের প্রাক্তন জেলা সভাপতি মৃণাল সরকারের নেতৃত্বে গঙ্গারামপুর পঞ্চায়েত সমিতির সভাপতি, তিন জন কর্মাধ্যক্ষ, একাধিক পঞ্চায়েত প্রধান এবং দলীয় কর্মীরা বিএলআরও-র সঙ্গে দেখা করে ওই অভিযোগ তোলেন বলে দাবি। xyxy=(929,784,1101,963)
sudoku-cell[interactable] xyxy=(126,2241,164,2280)
sudoku-cell[interactable] xyxy=(318,2280,356,2318)
sudoku-cell: 3 xyxy=(387,2143,405,2161)
photo-credit: নিজস্ব চিত্র xyxy=(1106,393,1152,406)
sudoku-cell[interactable]: 1 xyxy=(318,2165,356,2203)
sudoku-cell: 3 xyxy=(458,2106,477,2124)
sudoku-cell[interactable] xyxy=(11,2318,49,2356)
paragraph: দীর্ঘ পাঁচ বছরের জট অবশেষে কাটল। তৈরি হল সেতুর ‘অ্যাপ্রোচ রোড’। এ বার গোয়ালপোখরের পিতানু নদীর উপর বোচাবাড়ির সেতুটি উদ্বোধনের অপেক্ষায়। বৃহস্পতিবার সেতুর কাজ ঘুরে দেখলেন রাজ্যের মন্ত্রী গোলাম রব্বানি। তিনি বলেন, “খুব শীঘ্রই সেতুর উদ্বোধন হবে। সেতু চালু হলে গোয়ালপোখর ১ ও গোয়ালপোখর ২ ব্লকের মানুষ উপকৃত হবেন।” xyxy=(929,290,1098,438)
sudoku-cell[interactable] xyxy=(164,2395,203,2433)
sudoku-cell[interactable]: 5 xyxy=(279,2395,318,2433)
paragraph: প্রচুর মাছ ব্যবসায়ী রয়েছেন ইসলামপুরের বাজারে। পুরনো মাছ বাজারে ব্যবসা করার মতো পর্যাপ্ত জায়গার অভাব রয়েছে বলে দাবি। বাজারের রাস্তায় বাইক, সাইকেল রেখে ভিতরে ঢুকতে হয়। ছোট গাড়ি নিয়ে বাজারে যাওয়া যায় না। অনেক মাছ ব্যবসায়ী ভিতরে জায়গা না পেয়ে বাইরেই মাছ নিয়ে বসেন। মাছ বাজারের ভিতরের পরিস্থিতিও ভাল নয়। ছাউনি নষ্ট হয়েছে অনেক দিন। বাসিন্দাদের দাবি, নতুন মাছ বাজারে এ সব সমস্যা মিটবে এবং পাশের আনাজ বাজারেও ভিড় বাড়বে। মাছ ও আনাজ ব্যবসায়ীদেরও একই অভিমত। শহরের এক বাসিন্দা উৎপল বিশ্বাস বলেন, ‘‘সাইকেল নিয়ে বাজারে গেলে বাজারের বাইরে সাইকেল রেখে ভিতরে ঢুকতে হয়। চুরির আতঙ্ক থাকে। নতুন মাছ বাজারে এ দিকেও নজর দেওয়া উচিত পুরসভার।’’ xyxy=(195,1609,375,1880)
poll-new-question xyxy=(10,319,195,365)
sudoku-cell: 4 xyxy=(387,2234,405,2252)
sudoku-cell[interactable]: 4 xyxy=(164,2280,203,2318)
arrow-icon: ▶▶ xyxy=(10,818,27,832)
paragraph: আগামী বছর বিধানসভা ভোট। তার আগে এ বার চা শ্রমিকদের পুজোর বোনাস ঘোষণা করল রাজ্য সরকার। শুক্রবার রাজ্যের শ্রম দফতর মালিকপক্ষকে একটি নির্দেশিকা জারি করে জানিয়েছে, পাহাড়-ডুয়ার্স-তরাই সর্বত্র চা শ্রমিকদের ২০ শতাংশ হারে বোনাস দিতে হবে। আগামী ১৫ সেপ্টেম্বরের মধ্যে বোনাস দেওয়ার নির্দেশিকা রয়েছে। xyxy=(1305,393,1467,542)
jumble-row: মা ক ভ্র xyxy=(575,2330,635,2354)
sudoku-cell: 6 xyxy=(440,2234,458,2252)
sudoku-cell: 1 xyxy=(387,2216,405,2234)
minister-photo-caption: বোচাবাড়ি সেতু পরিদর্শনে মন্ত্রী গোলাম রব্বানি। বৃহস্পতিবার গোয়ালপোখরে। xyxy=(1106,365,1278,392)
classified-box xyxy=(1205,1433,1322,1683)
sudoku-cell[interactable] xyxy=(279,2165,318,2203)
sudoku-cell: 2 xyxy=(369,2234,387,2252)
sudoku-cell: 6 xyxy=(476,2106,494,2124)
arrow-icon: ▶▶ xyxy=(10,672,27,686)
sudoku-cell: 2 xyxy=(511,2143,530,2161)
sudoku-cell[interactable]: 4 xyxy=(203,2356,241,2395)
ad-code: DR15007DRR15007----------00147029 xyxy=(940,1769,1048,1776)
headline: বিস্ময়-প্রতিভা দেখার অপেক্ষায় আইআইটি xyxy=(211,115,375,264)
brand-small: আনন্দবাজার পত্রিকা xyxy=(965,1432,1034,1442)
paragraph: সপ্তাহখানেক আগে কটাবাঁধ সংলগ্ন ডাইভারসন বাঁধ ভেঙে ফুলহার নদীর জল ঢুকে বন্যা হয়েছিল মানিকচক ব্লকের ভূতনির তিনটি পঞ্চায়েত এলাকায়। এ ছাড়া, গঙ্গার জলোচ্ছ্বাসে প্লাবিত হয় রতুয়া-১ ব্লকের মহানন্দাটোলা ও বিলাইমারি গ্রাম পঞ্চায়েত এবং মানিকচক ব্লকের গোপালপুর পঞ্চায়েতের একাংশ। গঙ্গা ও ফুলহার নদীর জলস্তর কমায় ওই এলাকাগুলি থেকে জল এখন নেমেছে। এই পরিস্থিতিতে কিছু এলাকায় ডায়রিয়ার মতো জলবাহিত রোগের প্রকোপ দেখা দিতে শুরু করেছে। তবে, বহির্বিভাগে চিকিৎসা করানো হলেও এখনও পর্যন্ত কাউকে হাসপাতালে ভর্তি হতে হয়নি। xyxy=(567,1551,918,1838)
sudoku-cell: 8 xyxy=(476,2161,494,2179)
sudoku-cell[interactable] xyxy=(203,2395,241,2433)
sudoku-cell[interactable] xyxy=(203,2203,241,2241)
sudoku-cell: 4 xyxy=(476,2216,494,2234)
sudoku-cell[interactable] xyxy=(126,2395,164,2433)
article-body xyxy=(1305,392,1467,1409)
kali-puja-photo xyxy=(386,114,914,507)
sudoku-cell[interactable]: 8 xyxy=(279,2318,318,2356)
box-title: AFFIDAVIT xyxy=(1206,1891,1321,1908)
sudoku-cell: 9 xyxy=(387,2197,405,2216)
sudoku-cell[interactable] xyxy=(164,2126,203,2165)
iit-article xyxy=(211,114,375,1145)
paragraph: বৃহস্পতিবার মন্ত্রীর পরিদর্শনের পরে আশা জেগেছে, বোচাবাড়ির পিতানু নদীর উপর সেতুটির খুব শীঘ্রই উদ্বোধন হবে এবং মানুষের বহু প্রতীক্ষার অবসান ঘটবে। xyxy=(1106,523,1286,582)
sudoku-cell[interactable]: 8 xyxy=(241,2088,279,2126)
sudoku-cell: 9 xyxy=(440,2216,458,2234)
sudoku-cell[interactable]: 9 xyxy=(318,2126,356,2165)
sudoku-cell: 7 xyxy=(458,2197,477,2216)
sudoku-cell[interactable] xyxy=(318,2356,356,2395)
sudoku-cell[interactable] xyxy=(88,2126,126,2165)
brief-text: মদ্যপ অবস্থায় এক যুবকের ওয়ার্ডে ঢুকে হুমকির অভিযোগের ঘটনায় রোগীদের মধ্যে আতঙ্ক ছড়াল। শুক্রবার সকালে বালুরঘাট সুপার স্পেশালিটি হাসপাতালের শিশু বিভাগে। ওই যুবক ওয়ার্ডের এক চিকিৎসকের নথি যাচাইয়ের দাবি করেন বলে অভিযোগ। চেঁচামেচি শুনে হাসপাতালের অন্যান্য কর্মীরা আসেন। হাসপাতালের ভারপ্রাপ্ত সুপার রঞ্জন মুস্তাফি বলেন, ''নেশাগ্রস্ত হয়ে ওয়ার্ডে ঢোকা ওই যুবক কোনও রোগীর আত্মীয় নন। নিরাপত্তা রক্ষীদের দিয়ে অভিযুক্তকে বার করে দেওয়া হয়।'' বালুরঘাট থানা জানিয়েছে, কোনও অভিযোগ জমা পড়েনি। xyxy=(10,423,195,627)
sudoku-cell[interactable] xyxy=(11,2356,49,2395)
article-body xyxy=(211,339,375,1143)
sudoku-cell: 2 xyxy=(405,2124,423,2143)
sudoku-cell[interactable] xyxy=(203,2280,241,2318)
sudoku-cell: 4 xyxy=(440,2124,458,2143)
sudoku-credit: 'কিং ফিচার্স সিন্ডিকেট'-এর সঙ্গে ব্যবস্থাক্রমে xyxy=(368,2412,523,2423)
article-body-cont xyxy=(195,1609,375,1880)
sudoku-cell[interactable]: 4 xyxy=(88,2395,126,2433)
